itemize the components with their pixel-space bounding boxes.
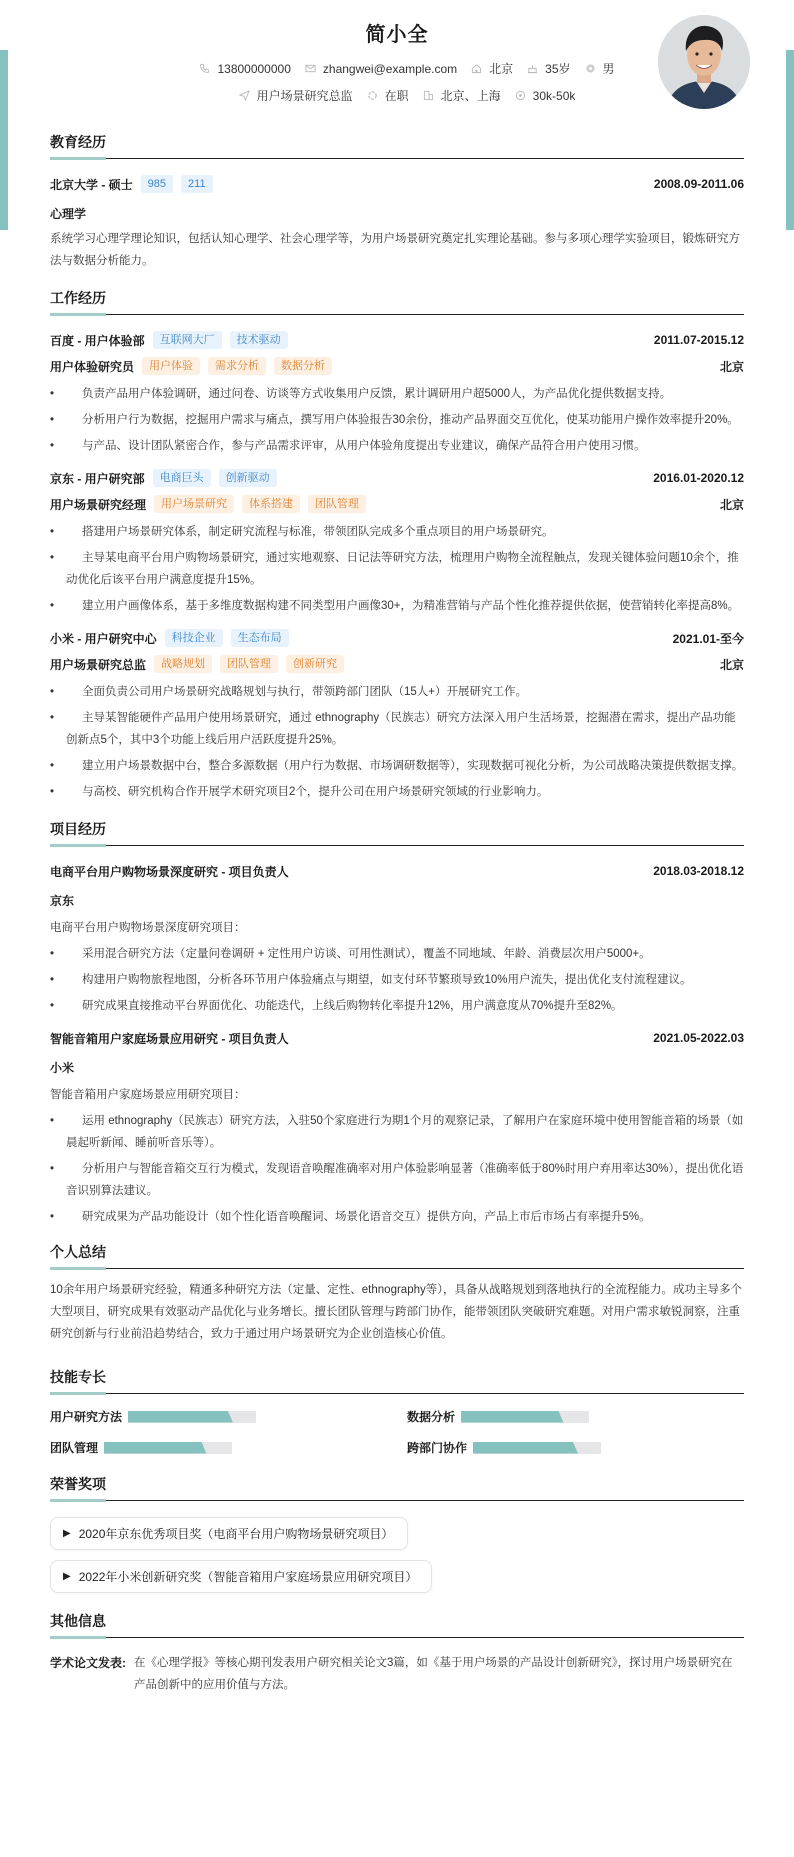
skill-bar-fill	[128, 1411, 233, 1423]
work-section	[50, 288, 744, 803]
role-tag: 用户场景研究	[154, 495, 234, 513]
project-name: 智能音箱用户家庭场景应用研究 - 项目负责人	[50, 1031, 289, 1046]
other-info-label: 学术论文发表:	[50, 1656, 126, 1670]
work-bullets	[66, 521, 744, 617]
triangle-right-icon: ▶	[63, 1528, 71, 1539]
section-title-work: 工作经历	[50, 288, 744, 315]
work-bullet: • 与产品、设计团队紧密合作，参与产品需求评审，从用户体验角度提出专业建议，确保产品符合用户使用习惯。	[66, 435, 744, 457]
email-info	[305, 62, 457, 76]
work-company-row	[50, 467, 744, 489]
role-tag: 用户体验	[142, 357, 200, 375]
company-tag: 互联网大厂	[153, 331, 222, 349]
skill-bar	[104, 1442, 232, 1454]
work-date: 2016.01-2020.12	[653, 471, 744, 485]
work-location: 北京	[719, 657, 744, 672]
work-bullets	[66, 383, 744, 457]
role-tag: 需求分析	[208, 357, 266, 375]
project-bullet: • 运用 ethnography（民族志）研究方法，入驻50个家庭进行为期1个月的观察记录，了解用户在家庭环境中使用智能音箱的场景（如晨起听新闻、睡前听音乐等）。	[66, 1110, 744, 1154]
school-tag: 211	[181, 175, 213, 193]
project-item	[50, 1027, 744, 1228]
role-tag: 团队管理	[220, 655, 278, 673]
age-info	[527, 60, 570, 77]
section-title-education: 教育经历	[50, 132, 744, 159]
school-tag: 985	[141, 175, 173, 193]
skill-bar	[461, 1411, 589, 1423]
skill-label: 用户研究方法	[50, 1410, 123, 1424]
role-tag: 创新研究	[286, 655, 344, 673]
work-bullet: • 与高校、研究机构合作开展学术研究项目2个，提升公司在用户场景研究领域的行业影响力。	[66, 781, 744, 803]
work-bullet: • 负责产品用户体验调研，通过问卷、访谈等方式收集用户反馈，累计调研用户超5000人，为产品优化提供数据支持。	[66, 383, 744, 405]
work-role-row	[50, 493, 744, 515]
building-icon	[423, 90, 434, 101]
skill-item	[407, 1439, 744, 1456]
mail-icon	[305, 63, 316, 74]
award-text: 2022年小米创新研究奖（智能音箱用户家庭场景应用研究项目）	[78, 1570, 418, 1584]
work-bullet: • 主导某电商平台用户购物场景研究，通过实地观察、日记法等研究方法，梳理用户购物全流程触点，发现关键体验问题10余个，推动优化后该平台用户满意度提升15%。	[66, 547, 744, 591]
section-title-summary: 个人总结	[50, 1242, 744, 1269]
work-bullet: • 全面负责公司用户场景研究战略规划与执行，带领跨部门团队（15人+）开展研究工作。	[66, 681, 744, 703]
skill-label: 跨部门协作	[407, 1441, 468, 1455]
role-title: 用户场景研究经理	[50, 497, 147, 512]
role-tag: 数据分析	[274, 357, 332, 375]
project-bullets	[66, 943, 744, 1017]
role-title: 用户场景研究总监	[50, 657, 147, 672]
other-section	[50, 1611, 744, 1696]
project-bullet: • 研究成果为产品功能设计（如个性化语音唤醒词、场景化语音交互）提供方向，产品上市后市场占有率提升5%。	[66, 1206, 744, 1228]
contact-row	[70, 60, 744, 77]
cake-icon	[527, 63, 538, 74]
company-name: 小米 - 用户研究中心	[50, 631, 157, 646]
email-address: zhangwei@example.com	[322, 61, 458, 76]
project-header-row	[50, 1027, 744, 1049]
position-info	[239, 87, 353, 104]
school-name: 北京大学 - 硕士	[50, 177, 133, 192]
section-title-honors: 荣誉奖项	[50, 1474, 744, 1501]
employment-status: 在职	[384, 89, 409, 103]
work-role-row	[50, 355, 744, 377]
expected-salary: 30k-50k	[532, 88, 576, 103]
job-intent-row	[70, 87, 744, 104]
skill-label: 团队管理	[50, 1441, 99, 1455]
project-intro: 智能音箱用户家庭场景应用研究项目：	[50, 1089, 246, 1101]
project-date: 2021.05-2022.03	[653, 1031, 744, 1045]
age: 35岁	[545, 62, 571, 76]
gender-info	[585, 60, 615, 77]
gender-icon	[585, 63, 596, 74]
work-location: 北京	[719, 359, 744, 374]
company-tag: 科技企业	[165, 629, 223, 647]
project-bullets	[66, 1110, 744, 1228]
send-icon	[239, 90, 250, 101]
skill-item	[50, 1439, 387, 1456]
work-bullet: • 分析用户行为数据，挖掘用户需求与痛点，撰写用户体验报告30余份，推动产品界面交互优化，使某功能用户操作效率提升20%。	[66, 409, 744, 431]
skill-item	[50, 1408, 387, 1425]
summary-section	[50, 1242, 744, 1345]
award-item[interactable]	[50, 1560, 432, 1593]
company-tag: 生态布局	[231, 629, 289, 647]
projects-section	[50, 819, 744, 1228]
role-tag: 体系搭建	[242, 495, 300, 513]
skill-bar-fill	[461, 1411, 563, 1423]
skill-item	[407, 1408, 744, 1425]
awards-list	[50, 1517, 744, 1603]
project-company: 京东	[50, 894, 75, 908]
section-title-skills: 技能专长	[50, 1367, 744, 1394]
section-title-projects: 项目经历	[50, 819, 744, 846]
work-bullet: • 建立用户场景数据中台，整合多源数据（用户行为数据、市场调研数据等），实现数据可视化分析，为公司战略决策提供数据支撑。	[66, 755, 744, 777]
section-title-other: 其他信息	[50, 1611, 744, 1638]
work-item	[50, 467, 744, 617]
work-company-row	[50, 329, 744, 351]
work-bullet: • 搭建用户场景研究体系，制定研究流程与标准，带领团队完成多个重点项目的用户场景研究。	[66, 521, 744, 543]
work-bullets	[66, 681, 744, 803]
role-tag: 团队管理	[308, 495, 366, 513]
company-tag: 技术驱动	[230, 331, 288, 349]
work-company-row	[50, 627, 744, 649]
project-bullet: • 构建用户购物旅程地图，分析各环节用户体验痛点与期望，如支付环节繁琐导致10%用户流失，提出优化支付流程建议。	[66, 969, 744, 991]
project-name: 电商平台用户购物场景深度研究 - 项目负责人	[50, 864, 289, 879]
resume-header	[50, 0, 744, 118]
work-bullet: • 主导某智能硬件产品用户使用场景研究，通过 ethnography（民族志）研究方法深入用户生活场景，挖掘潜在需求，提出产品功能创新点5个，其中3个功能上线后用户活跃度提升25%。	[66, 707, 744, 751]
honors-section	[50, 1474, 744, 1603]
role-title: 用户体验研究员	[50, 359, 135, 374]
award-item[interactable]	[50, 1517, 408, 1550]
status-info	[367, 87, 409, 104]
other-info-text: 在《心理学报》等核心期刊发表用户研究相关论文3篇，如《基于用户场景的产品设计创新研究》，探讨用户场景研究在产品创新中的应用价值与方法。	[134, 1657, 733, 1691]
work-role-row	[50, 653, 744, 675]
work-bullet: • 建立用户画像体系，基于多维度数据构建不同类型用户画像30+，为精准营销与产品个性化推荐提供依据，使营销转化率提高8%。	[66, 595, 744, 617]
education-description: 系统学习心理学理论知识，包括认知心理学、社会心理学等，为用户场景研究奠定扎实理论基础。参与多项心理学实验项目，锻炼研究方法与数据分析能力。	[50, 233, 740, 267]
project-intro: 电商平台用户购物场景深度研究项目：	[50, 922, 246, 934]
work-item	[50, 329, 744, 457]
target-cities: 北京、上海	[440, 89, 501, 103]
work-date: 2021.01-至今	[672, 631, 744, 646]
project-company: 小米	[50, 1061, 75, 1075]
gender: 男	[602, 62, 615, 76]
work-date: 2011.07-2015.12	[653, 333, 744, 347]
major: 心理学	[50, 207, 87, 221]
project-date: 2018.03-2018.12	[653, 864, 744, 878]
money-icon	[515, 90, 526, 101]
phone-icon	[199, 63, 210, 74]
project-item	[50, 860, 744, 1017]
work-location: 北京	[719, 497, 744, 512]
skill-bar-fill	[473, 1442, 578, 1454]
candidate-name: 简小全	[365, 24, 429, 46]
other-info-row	[50, 1652, 744, 1696]
home-icon	[471, 63, 482, 74]
city-info	[471, 60, 513, 77]
phone-info	[199, 62, 290, 76]
target-position: 用户场景研究总监	[256, 89, 353, 103]
work-item	[50, 627, 744, 803]
skill-bar	[128, 1411, 256, 1423]
skills-section	[50, 1367, 744, 1456]
project-bullet: • 采用混合研究方法（定量问卷调研 + 定性用户访谈、可用性测试），覆盖不同地域、年龄、消费层次用户5000+。	[66, 943, 744, 965]
company-name: 百度 - 用户体验部	[50, 333, 145, 348]
project-bullet: • 分析用户与智能音箱交互行为模式，发现语音唤醒准确率对用户体验影响显著（准确率低于80%时用户弃用率达30%），提出优化语音识别算法建议。	[66, 1158, 744, 1202]
company-name: 京东 - 用户研究部	[50, 471, 145, 486]
award-text: 2020年京东优秀项目奖（电商平台用户购物场景研究项目）	[78, 1527, 394, 1541]
company-tag: 电商巨头	[153, 469, 211, 487]
skills-grid	[50, 1408, 744, 1456]
project-bullet: • 研究成果直接推动平台界面优化、功能迭代，上线后购物转化率提升12%，用户满意度从70%提升至82%。	[66, 995, 744, 1017]
phone-number: 13800000000	[217, 61, 291, 76]
current-city: 北京	[489, 62, 514, 76]
summary-text: 10余年用户场景研究经验，精通多种研究方法（定量、定性、ethnography等），具备从战略规划到落地执行的全流程能力。成功主导多个大型项目，研究成果有效驱动产品优化与业务增长。擅长团队管理与跨部门协作，能带领团队突破研究难题。对用户需求敏锐洞察，注重研究创新与行业前沿趋势结合，致力于通过用户场景研究为企业创造核心价值。	[50, 1284, 742, 1340]
education-date: 2008.09-2011.06	[653, 177, 744, 191]
company-tag: 创新驱动	[219, 469, 277, 487]
triangle-right-icon: ▶	[63, 1571, 71, 1582]
status-icon	[367, 90, 378, 101]
target-city-info	[423, 87, 501, 104]
education-header-row	[50, 173, 744, 195]
avatar	[658, 15, 750, 109]
skill-label: 数据分析	[407, 1410, 456, 1424]
skill-bar	[473, 1442, 601, 1454]
role-tag: 战略规划	[154, 655, 212, 673]
project-header-row	[50, 860, 744, 882]
skill-bar-fill	[104, 1442, 206, 1454]
education-section	[50, 132, 744, 272]
salary-info	[515, 89, 576, 103]
